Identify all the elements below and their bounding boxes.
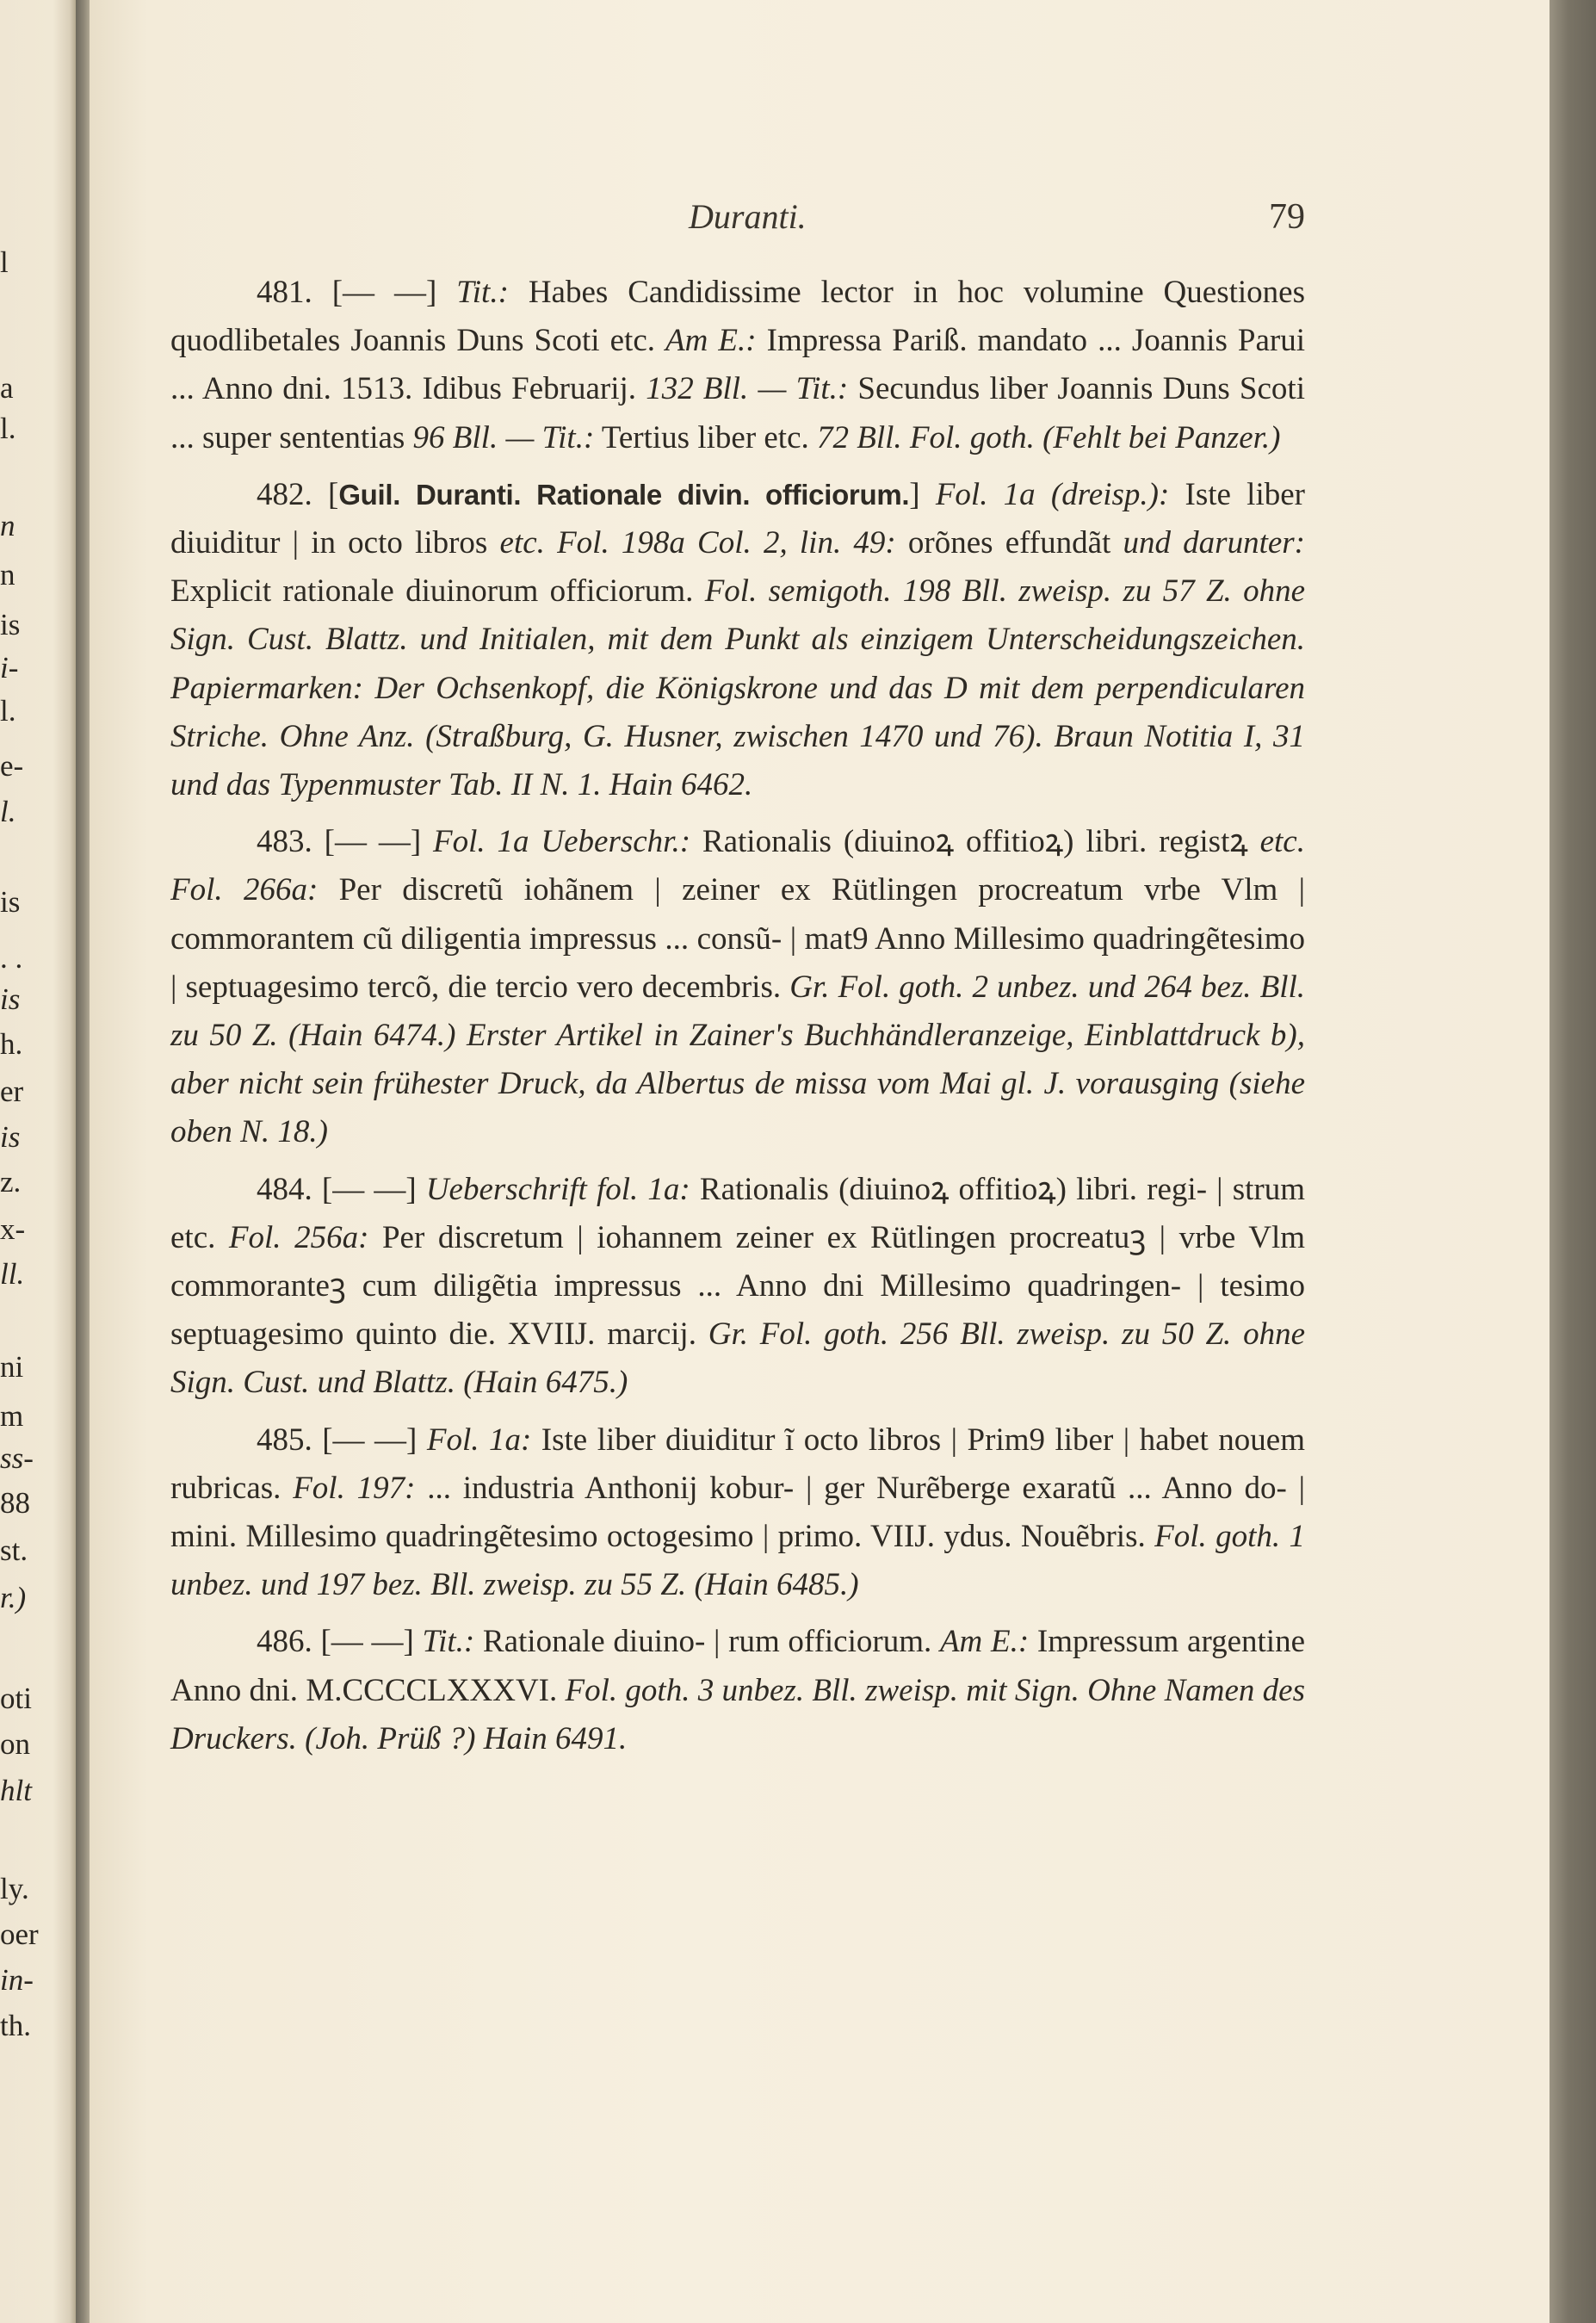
entry-italic: Am E.: (665, 323, 757, 359)
left-page-fragment: is (0, 1120, 21, 1154)
entry-italic: Fol. semigoth. 198 Bll. zweisp. zu 57 Z. ohne Sign. Cust. Blattz. und Initialen, mit dem Punkt als einzigem Unterscheidungszeichen. Papiermarken: Der Ochsenkopf, die Königskrone und das D mit dem perpendicularen Striche. Ohne Anz. (Straßburg, G. Husner, zwischen 1470 und 76). Braun Notitia I, 31 und das Typenmuster Tab. II N. 1. Hain 6462. (170, 573, 1305, 803)
left-page-margin (0, 0, 76, 2323)
entry-italic: 96 Bll. — Tit.: (412, 419, 595, 455)
left-page-fragment: n (0, 509, 15, 542)
left-page-fragment: oer (0, 1917, 39, 1951)
left-page-fragment: l. (0, 795, 16, 828)
left-page-fragment: l (0, 245, 9, 279)
entry-italic: Fol. 1a (dreisp.): (935, 476, 1170, 512)
entry-text: 482. [ (257, 476, 339, 512)
bibliography-entries (170, 269, 1305, 1772)
entry-text: 481. [— —] (257, 275, 457, 310)
entry-text: 484. [— —] (257, 1171, 426, 1207)
left-page-fragment: oti (0, 1682, 32, 1715)
left-page-fragment: er (0, 1075, 24, 1108)
entry-italic: Fol. 1a Ueberschr.: (433, 824, 691, 860)
entry (170, 269, 1305, 462)
entry-italic: Fol. 256a: (228, 1219, 369, 1255)
entry-text: Impressa Pariß. mandato ... Joannis Parui ... Anno dni. 1513. Idibus Februarij. (170, 323, 1306, 407)
entry-text: Secundus liber Joannis Duns Scoti ... super sententias (170, 371, 1305, 455)
entry-italic: 72 Bll. Fol. goth. (Fehlt bei Panzer.) (817, 419, 1281, 455)
left-page-fragment: l. (0, 412, 16, 445)
left-page-fragment: is (0, 608, 21, 641)
left-page-fragment: z. (0, 1165, 22, 1199)
entry-italic: etc. Fol. 198a Col. 2, lin. 49: (499, 525, 896, 561)
entry-italic: Fol. goth. 3 unbez. Bll. zweisp. mit Sign. Ohne Namen des Druckers. (Joh. Prüß ?) Hain 6491. (170, 1672, 1305, 1756)
entry-italic: etc. Fol. 266a: (170, 824, 1305, 908)
page-edge (1550, 0, 1596, 2323)
entry-text: Rationalis (diuinoꝝ offitioꝝ) libri. registꝝ (690, 824, 1260, 860)
entry-text: Tertius liber etc. (594, 419, 818, 455)
entry-italic: Ueberschrift fol. 1a: (425, 1171, 690, 1207)
entry-bold-title: Guil. Duranti. Rationale divin. officiorum. (338, 478, 910, 511)
left-page-fragment: e- (0, 749, 24, 783)
entry (170, 471, 1305, 809)
entry-italic: Fol. goth. 1 unbez. und 197 bez. Bll. zweisp. zu 55 Z. (Hain 6485.) (170, 1519, 1305, 1603)
entry-text: Rationale diuino- | rum officiorum. (474, 1624, 940, 1660)
entry-italic: Gr. Fol. goth. 256 Bll. zweisp. zu 50 Z. ohne Sign. Cust. und Blattz. (Hain 6475.) (170, 1316, 1305, 1401)
entry-italic: Fol. 197: (293, 1470, 416, 1506)
entry-text: Per discretũ iohãnem | zeiner ex Rütlingen procreatum vrbe Vlm | commorantem cũ diligentia impressus ... consũ- | mat9 Anno Millesimo quadringẽtesimo | septuagesimo tercõ, die tercio vero decembris. (170, 872, 1305, 1005)
left-page-fragment: 88 (0, 1486, 30, 1520)
left-page-fragment: ss- (0, 1441, 34, 1475)
entry-text: 483. [— —] (257, 824, 434, 860)
entry-italic: Am E.: (939, 1624, 1030, 1660)
entry-text: Rationalis (diuinoꝝ offitioꝝ) libri. regi- | strum etc. (170, 1171, 1305, 1255)
entry-text: Iste liber diuiditur | in octo libros (170, 476, 1305, 561)
entry (170, 1618, 1305, 1763)
left-page-fragment: a (0, 371, 14, 405)
entry-text: ] (909, 476, 936, 512)
entry-text: Habes Candidissime lector in hoc volumine Questiones quodlibetales Joannis Duns Scoti etc. (170, 275, 1305, 359)
left-page-fragment: on (0, 1727, 30, 1761)
entry (170, 1416, 1305, 1610)
left-page-fragment: m (0, 1399, 24, 1433)
left-page-fragment: n (0, 558, 15, 592)
entry-italic: Gr. Fol. goth. 2 unbez. und 264 bez. Bll. zu 50 Z. (Hain 6474.) Erster Artikel in Zainer's Buchhändleranzeige, Einblattdruck b), aber nicht sein frühester Druck, da Albertus de missa vom Mai gl. J. vorausging (siehe oben N. 18.) (170, 969, 1306, 1150)
page-number: 79 (1269, 197, 1305, 237)
left-page-fragment: ll. (0, 1257, 25, 1291)
left-page-fragment: i- (0, 651, 19, 685)
entry-text: Explicit rationale diuinorum officiorum. (170, 573, 705, 610)
entry-text: ... industria Anthonij kobur- | ger Nurẽberge exaratũ ... Anno do- | mini. Millesimo quadringẽtesimo octogesimo | primo. VIIJ. ydus. Nouẽbris. (170, 1470, 1306, 1555)
entry-italic: und darunter: (1123, 525, 1306, 561)
entry-text: Impressum argentine Anno dni. M.CCCCLXXXVI. (170, 1624, 1305, 1708)
entry-text: orõnes effundãt (895, 525, 1123, 561)
left-page-fragment: l. (0, 694, 16, 728)
left-page-fragment: h. (0, 1027, 23, 1061)
entry-text: 486. [— —] (257, 1624, 423, 1660)
left-page-fragment: r.) (0, 1581, 27, 1614)
entry-text: 485. [— —] (257, 1422, 427, 1458)
left-page-fragment: hlt (0, 1774, 32, 1807)
entry-italic: 132 Bll. — Tit.: (646, 371, 849, 407)
entry-text: Per discretum | iohannem zeiner ex Rütlingen procreatuꝫ | vrbe Vlm commoranteꝫ cum diligẽtia impressus ... Anno dni Millesimo quadringen- | tesimo septuagesimo quinto die. XVIIJ. marcij. (170, 1219, 1305, 1353)
left-page-fragment: ly. (0, 1872, 29, 1905)
left-page-fragment: . . (0, 941, 23, 975)
left-page-fragment: in- (0, 1963, 34, 1997)
left-page-fragment: is (0, 982, 21, 1016)
left-page-fragment: th. (0, 2009, 31, 2042)
running-head: Duranti. (689, 197, 807, 236)
left-page-fragment: ni (0, 1350, 24, 1384)
left-page-fragment: st. (0, 1533, 28, 1567)
entry (170, 818, 1305, 1156)
left-page-fragment: is (0, 885, 21, 919)
entry-text: Iste liber diuiditur ĩ octo libros | Prim9 liber | habet nouem rubricas. (170, 1422, 1305, 1506)
left-page-fragment: x- (0, 1212, 26, 1246)
entry (170, 1166, 1305, 1408)
entry-italic: Fol. 1a: (426, 1422, 532, 1458)
entry-italic: Tit.: (456, 275, 509, 310)
entry-italic: Tit.: (422, 1624, 475, 1660)
